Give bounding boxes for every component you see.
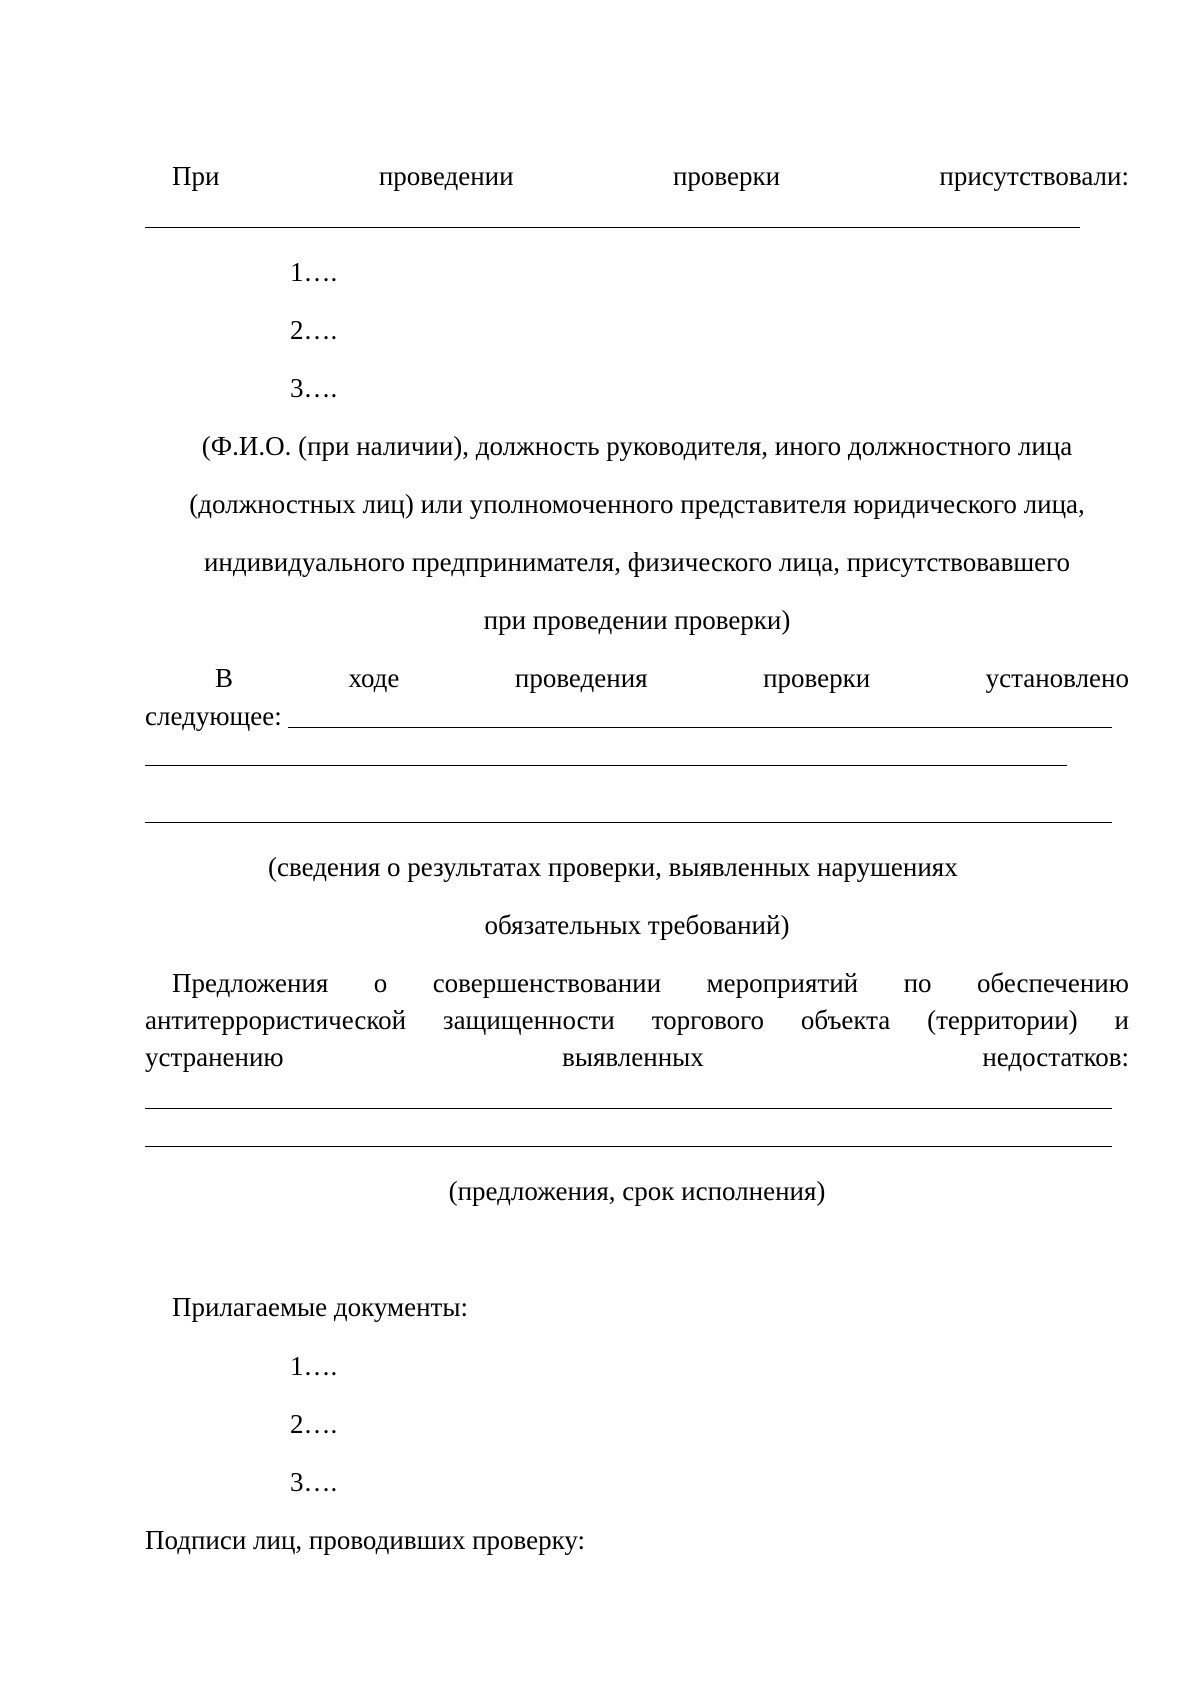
attachments-heading: Прилагаемые документы: [172,1292,468,1322]
proposals-word: торгового [651,1005,765,1035]
proposals-word: совершенствовании [432,968,662,998]
findings-word: проверки [763,663,871,693]
proposals-word: устранению [145,1042,284,1072]
findings-word: В [215,663,234,693]
proposals-word: мероприятий [706,968,859,998]
attachment-item: 3…. [290,1467,338,1497]
present-item: 2…. [290,315,338,345]
signatures-heading: Подписи лиц, проводивших проверку: [145,1525,585,1555]
present-word: присутствовали: [939,161,1129,191]
findings-word: установлено [985,663,1129,693]
proposals-word: о [373,968,388,998]
findings-heading [215,662,1129,694]
findings-blank-line [288,727,1112,728]
proposals-word: обеспечению [977,968,1129,998]
present-blank-line [145,227,1080,228]
proposals-line [172,967,1129,999]
proposals-blank-line [145,1146,1112,1147]
proposals-word: выявленных [562,1042,704,1072]
present-caption-line: индивидуального предпринимателя, физического лица, присутствовавшего [203,547,1071,577]
findings-word: проведения [514,663,648,693]
findings-word: ходе [348,663,400,693]
proposals-word: объекта [800,1005,891,1035]
present-caption-line: при проведении проверки) [483,605,791,635]
proposals-word: антитеррористической [145,1005,407,1035]
present-word: проверки [672,161,781,191]
findings-blank-line [145,822,1112,823]
proposals-word: недостатков: [982,1042,1129,1072]
proposals-line [145,1041,1129,1073]
proposals-word: Предложения [172,968,329,998]
attachment-item: 1…. [290,1351,338,1381]
proposals-caption: (предложения, срок исполнения) [448,1176,826,1206]
present-item: 3…. [290,373,338,403]
present-heading [172,160,1129,192]
findings-caption-line: обязательных требований) [484,910,790,940]
present-caption-line: (должностных лиц) или уполномоченного представителя юридического лица, [189,489,1085,519]
proposals-word: по [903,968,932,998]
proposals-word: (территории) [927,1005,1078,1035]
proposals-blank-line [145,1108,1112,1109]
present-word: При [172,161,220,191]
findings-continuation: следующее: [145,701,282,731]
present-word: проведении [378,161,514,191]
findings-caption-line: (сведения о результатах проверки, выявленных нарушениях [268,852,958,882]
proposals-word: защищенности [442,1005,615,1035]
proposals-line [145,1004,1129,1036]
present-caption-line: (Ф.И.О. (при наличии), должность руководителя, иного должностного лица [201,431,1073,461]
findings-blank-line [145,765,1067,766]
present-item: 1…. [290,257,338,287]
attachment-item: 2…. [290,1409,338,1439]
proposals-word: и [1114,1005,1129,1035]
